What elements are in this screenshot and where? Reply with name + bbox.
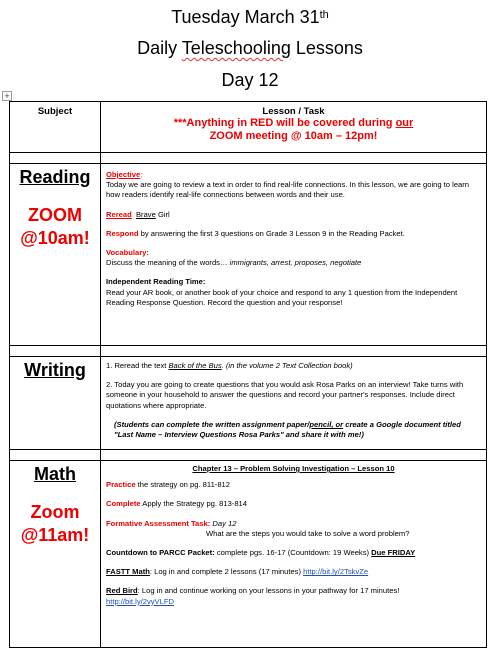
subject-column-header: Subject [10, 102, 101, 153]
page-title: Daily Teleschooling Lessons [137, 38, 363, 58]
math-row [10, 461, 487, 648]
math-subject: Math [34, 464, 76, 484]
lesson-table [9, 101, 487, 648]
redbird-link[interactable]: http://bit.ly/2vyVLFD [106, 596, 174, 606]
zoom-note: ***Anything in RED will be covered during our [173, 117, 414, 129]
reading-row [10, 164, 487, 346]
fastt-link[interactable]: http://bit.ly/2TskvZe [303, 567, 369, 577]
math-zoom-label: Zoom @11am! [20, 502, 90, 545]
page-day: Day 12 [221, 70, 279, 90]
page-date: Tuesday March 31th [171, 7, 329, 27]
math-task: Chapter 13 – Problem Solving Investigation – Lesson 10 Practice the strategy on pg. 811-812 Complete Apply the Strategy pg. 813-814 Formative Assessment Task: Day 12 What are the steps you would take to solve a word problem? Countdown to PARCC Packet: complete pgs. 16-17 (Countdown: 19 Weeks) Due FRIDAY FASTT Math: Log in and complete 2 lessons (17 minutes) http://bit.ly/2TskvZe Red Bird: Log in and continue working on your lessons in your pathway for 17 minutes! http://bit.ly/2vyVLFD [101, 461, 487, 648]
table-move-handle-icon[interactable]: + [2, 91, 12, 101]
reading-task: Objective: Today we are going to review a text in order to find real-life connections. In this lesson, we are going to learn how readers identify real-life connections between words and their use. Reread Brave Girl Respond by answering the first 3 questions on Grade 3 Lesson 9 in the Reading Packet. Vocabulary: Discuss the meaning of the words… immigrants, arrest, proposes, negotiate Independent Reading Time: Read your AR book, or another book of your choice and respond to any 1 question from the Independent Reading Response Question. Record the question and your response! [101, 164, 487, 346]
writing-note: (Students can complete the written assignment paper/pencil, or create a Google document titled "Last Name – Interview Questions Rosa Parks" and share it with me!) [114, 419, 461, 440]
writing-row [10, 357, 487, 450]
task-column-header: Lesson / Task ***Anything in RED will be covered during our ZOOM meeting @ 10am – 12pm! [101, 102, 487, 153]
table-header-row [10, 102, 487, 153]
reading-subject: Reading [19, 167, 91, 187]
reading-zoom-label: ZOOM @10am! [20, 205, 90, 248]
writing-subject: Writing [24, 360, 86, 380]
writing-task: 1. Reread the text Back of the Bus. (in the volume 2 Text Collection book) 2. Today you are going to create questions that you would ask Rosa Parks on an interview! Take turns with someone in your household to answer the questions and record your partner's responses. Include direct quotations where appropriate. (Students can complete the written assignment paper/pencil, or create a Google document titled "Last Name – Interview Questions Rosa Parks" and share it with me!) [101, 357, 487, 450]
